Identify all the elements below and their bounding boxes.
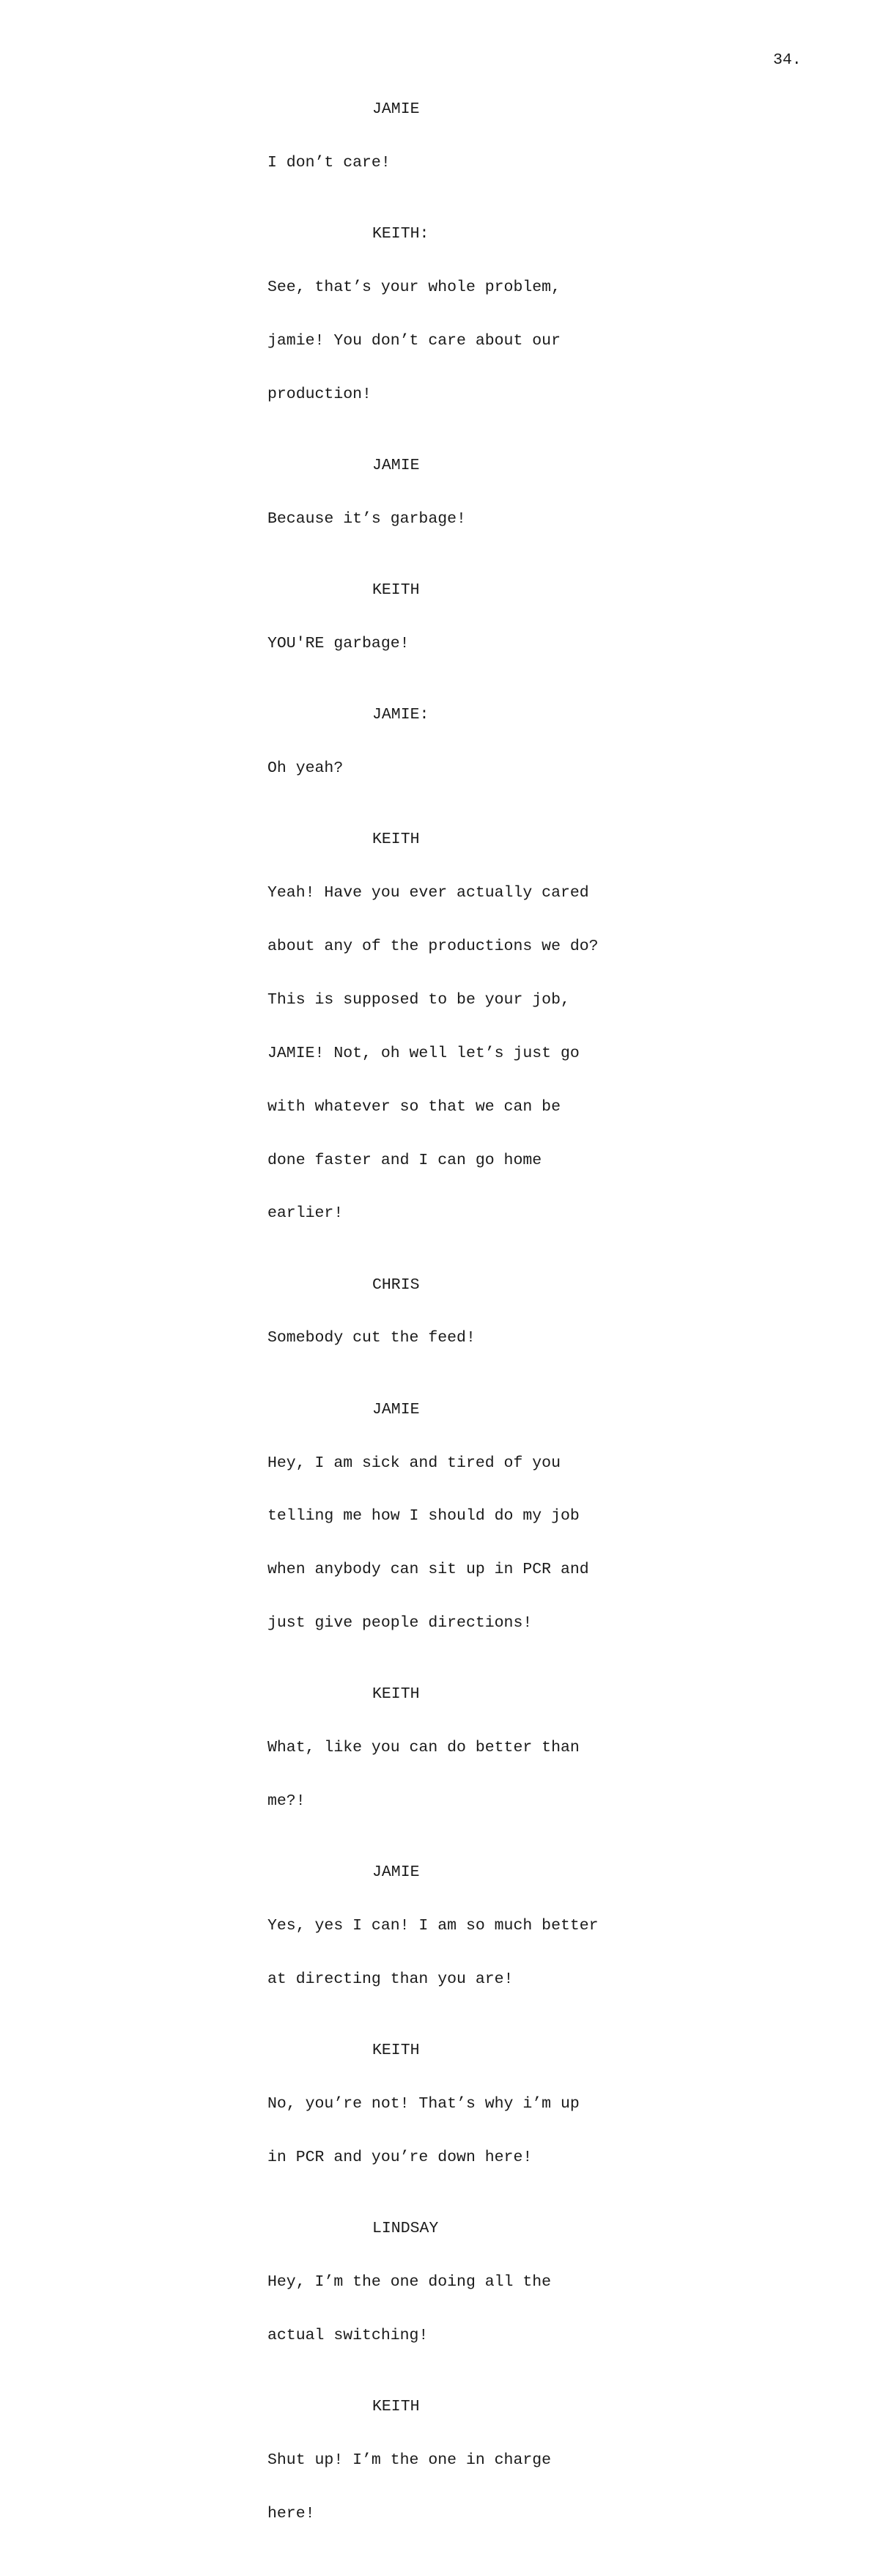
dialogue-block: [267, 457, 678, 564]
dialogue-line: Yeah! Have you ever actually cared: [267, 884, 589, 902]
dialogue-block: [267, 225, 678, 439]
dialogue-line: here!: [267, 2505, 315, 2523]
dialogue-line: earlier!: [267, 1204, 344, 1223]
character-name: KEITH: [372, 2042, 420, 2060]
dialogue-line: Shut up! I’m the one in charge: [267, 2451, 552, 2470]
dialogue-line: Oh yeah?: [267, 759, 344, 777]
dialogue-line: with whatever so that we can be: [267, 1097, 561, 1116]
dialogue-line: Hey, I’m the one doing all the: [267, 2273, 552, 2292]
dialogue-text: [267, 2238, 678, 2380]
character-name: JAMIE: [372, 100, 420, 118]
character-name: JAMIE: [372, 1863, 420, 1882]
dialogue-block: [267, 2220, 678, 2380]
dialogue-block: [267, 706, 678, 813]
dialogue-line: I don’t care!: [267, 153, 391, 172]
character-name: KEITH: [372, 2398, 420, 2416]
dialogue-line: when anybody can sit up in PCR and: [267, 1561, 589, 1579]
dialogue-line: actual switching!: [267, 2327, 429, 2345]
dialogue-text: [267, 1882, 678, 2024]
dialogue-block: [267, 831, 678, 1258]
dialogue-line: YOU'RE garbage!: [267, 634, 410, 652]
dialogue-line: What, like you can do better than: [267, 1739, 580, 1757]
dialogue-line: just give people directions!: [267, 1614, 533, 1633]
dialogue-line: me?!: [267, 1792, 306, 1811]
dialogue-line: telling me how I should do my job: [267, 1507, 580, 1526]
dialogue-line: jamie! You don’t care about our: [267, 331, 561, 350]
dialogue-text: [267, 599, 678, 688]
character-name: LINDSAY: [372, 2220, 439, 2238]
character-name: KEITH: [372, 831, 420, 849]
dialogue-text: [267, 1294, 678, 1383]
character-name: CHRIS: [372, 1276, 420, 1294]
dialogue-line: Somebody cut the feed!: [267, 1329, 476, 1347]
character-name: JAMIE:: [372, 706, 429, 724]
character-name: JAMIE: [372, 1400, 420, 1418]
dialogue-text: [267, 2416, 678, 2558]
character-name: JAMIE: [372, 456, 420, 474]
dialogue-text: [267, 848, 678, 1258]
dialogue-line: at directing than you are!: [267, 1970, 514, 1989]
dialogue-line: Yes, yes I can! I am so much better: [267, 1917, 599, 1935]
dialogue-line: Because it’s garbage!: [267, 509, 466, 528]
dialogue-text: [267, 724, 678, 812]
dialogue-block: [267, 1401, 678, 1668]
dialogue-text: [267, 118, 678, 207]
dialogue-block: [267, 2398, 678, 2558]
character-name: KEITH:: [372, 225, 429, 243]
character-name: KEITH: [372, 581, 420, 600]
dialogue-block: [267, 1276, 678, 1383]
dialogue-line: JAMIE! Not, oh well let’s just go: [267, 1044, 580, 1062]
dialogue-block: [267, 1685, 678, 1846]
dialogue-block: [267, 581, 678, 688]
dialogue-text: [267, 243, 678, 438]
dialogue-line: production!: [267, 385, 372, 403]
dialogue-text: [267, 2060, 678, 2202]
dialogue-line: This is supposed to be your job,: [267, 990, 570, 1009]
dialogue-block: [267, 1863, 678, 2024]
dialogue-block: [267, 2042, 678, 2202]
dialogue-line: in PCR and you’re down here!: [267, 2149, 533, 2167]
page-number: 34.: [773, 51, 802, 69]
dialogue-text: [267, 1418, 678, 1668]
dialogue-list: [267, 100, 678, 2576]
dialogue-line: No, you’re not! That’s why i’m up: [267, 2095, 580, 2113]
dialogue-line: See, that’s your whole problem,: [267, 278, 561, 296]
dialogue-block: [267, 100, 678, 207]
dialogue-text: [267, 474, 678, 563]
dialogue-line: done faster and I can go home: [267, 1151, 542, 1169]
dialogue-line: Hey, I am sick and tired of you: [267, 1454, 561, 1472]
dialogue-line: about any of the productions we do?: [267, 937, 599, 955]
character-name: KEITH: [372, 1685, 420, 1704]
dialogue-text: [267, 1704, 678, 1846]
